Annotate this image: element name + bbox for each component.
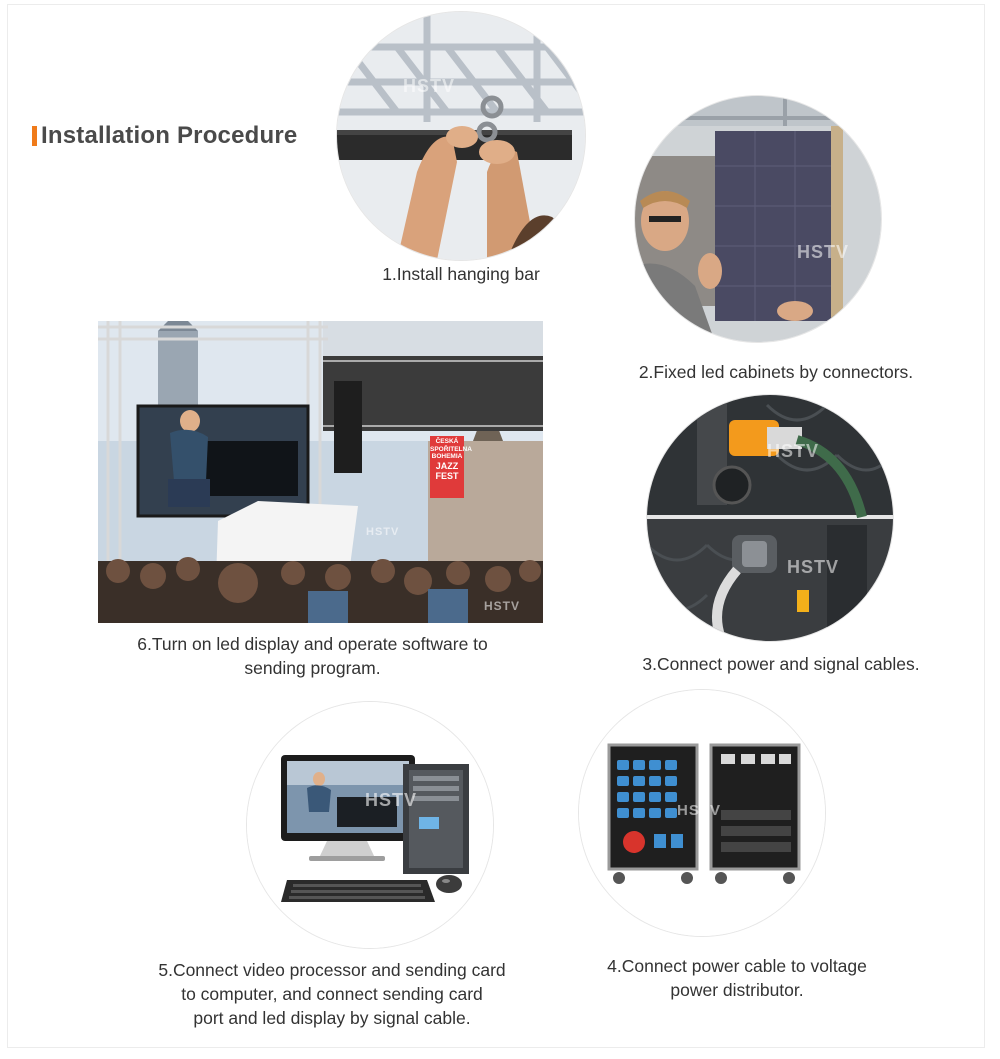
step-4-photo [579, 690, 825, 936]
step-6-caption [100, 632, 525, 680]
caption-line: port and led display by signal cable. [193, 1008, 471, 1028]
watermark: HSTV [365, 790, 418, 810]
caption-line: 6.Turn on led display and operate software to [137, 634, 488, 654]
banner-line: BOHEMIA [431, 453, 463, 460]
caption-line: 5.Connect video processor and sending card [158, 960, 506, 980]
banner-line: SPOŘITELNA [430, 445, 472, 453]
watermark: HSTV [767, 441, 820, 461]
step-2-photo [635, 96, 881, 342]
caption-line: power distributor. [670, 980, 804, 1000]
watermark: HSTV [484, 599, 521, 613]
festival-banner [430, 438, 472, 481]
step-6-photo [98, 321, 543, 623]
title-accent-bar [32, 126, 37, 146]
step-2-caption: 2.Fixed led cabinets by connectors. [638, 362, 914, 382]
caption-line: 4.Connect power cable to voltage [607, 956, 867, 976]
step-1-caption: 1.Install hanging bar [382, 264, 540, 284]
watermark: HSTV [366, 526, 400, 538]
step-5-caption [112, 958, 552, 1030]
step-4-caption [562, 954, 912, 1002]
watermark: HSTV [797, 242, 850, 262]
step-3-photo [647, 395, 893, 641]
step-5-photo [247, 702, 493, 948]
banner-line: FEST [435, 470, 459, 481]
watermark: HSTV [787, 557, 840, 577]
section-title [32, 120, 297, 152]
caption-line: sending program. [244, 658, 381, 678]
caption-line: to computer, and connect sending card [181, 984, 483, 1004]
banner-line: ČESKÁ [435, 438, 459, 445]
banner-line: JAZZ [435, 460, 459, 471]
page-title: Installation Procedure [41, 122, 298, 149]
watermark: HSTV [403, 76, 456, 96]
step-3-caption: 3.Connect power and signal cables. [642, 654, 920, 674]
watermark: HSTV [677, 802, 722, 819]
step-1-photo [337, 12, 585, 260]
